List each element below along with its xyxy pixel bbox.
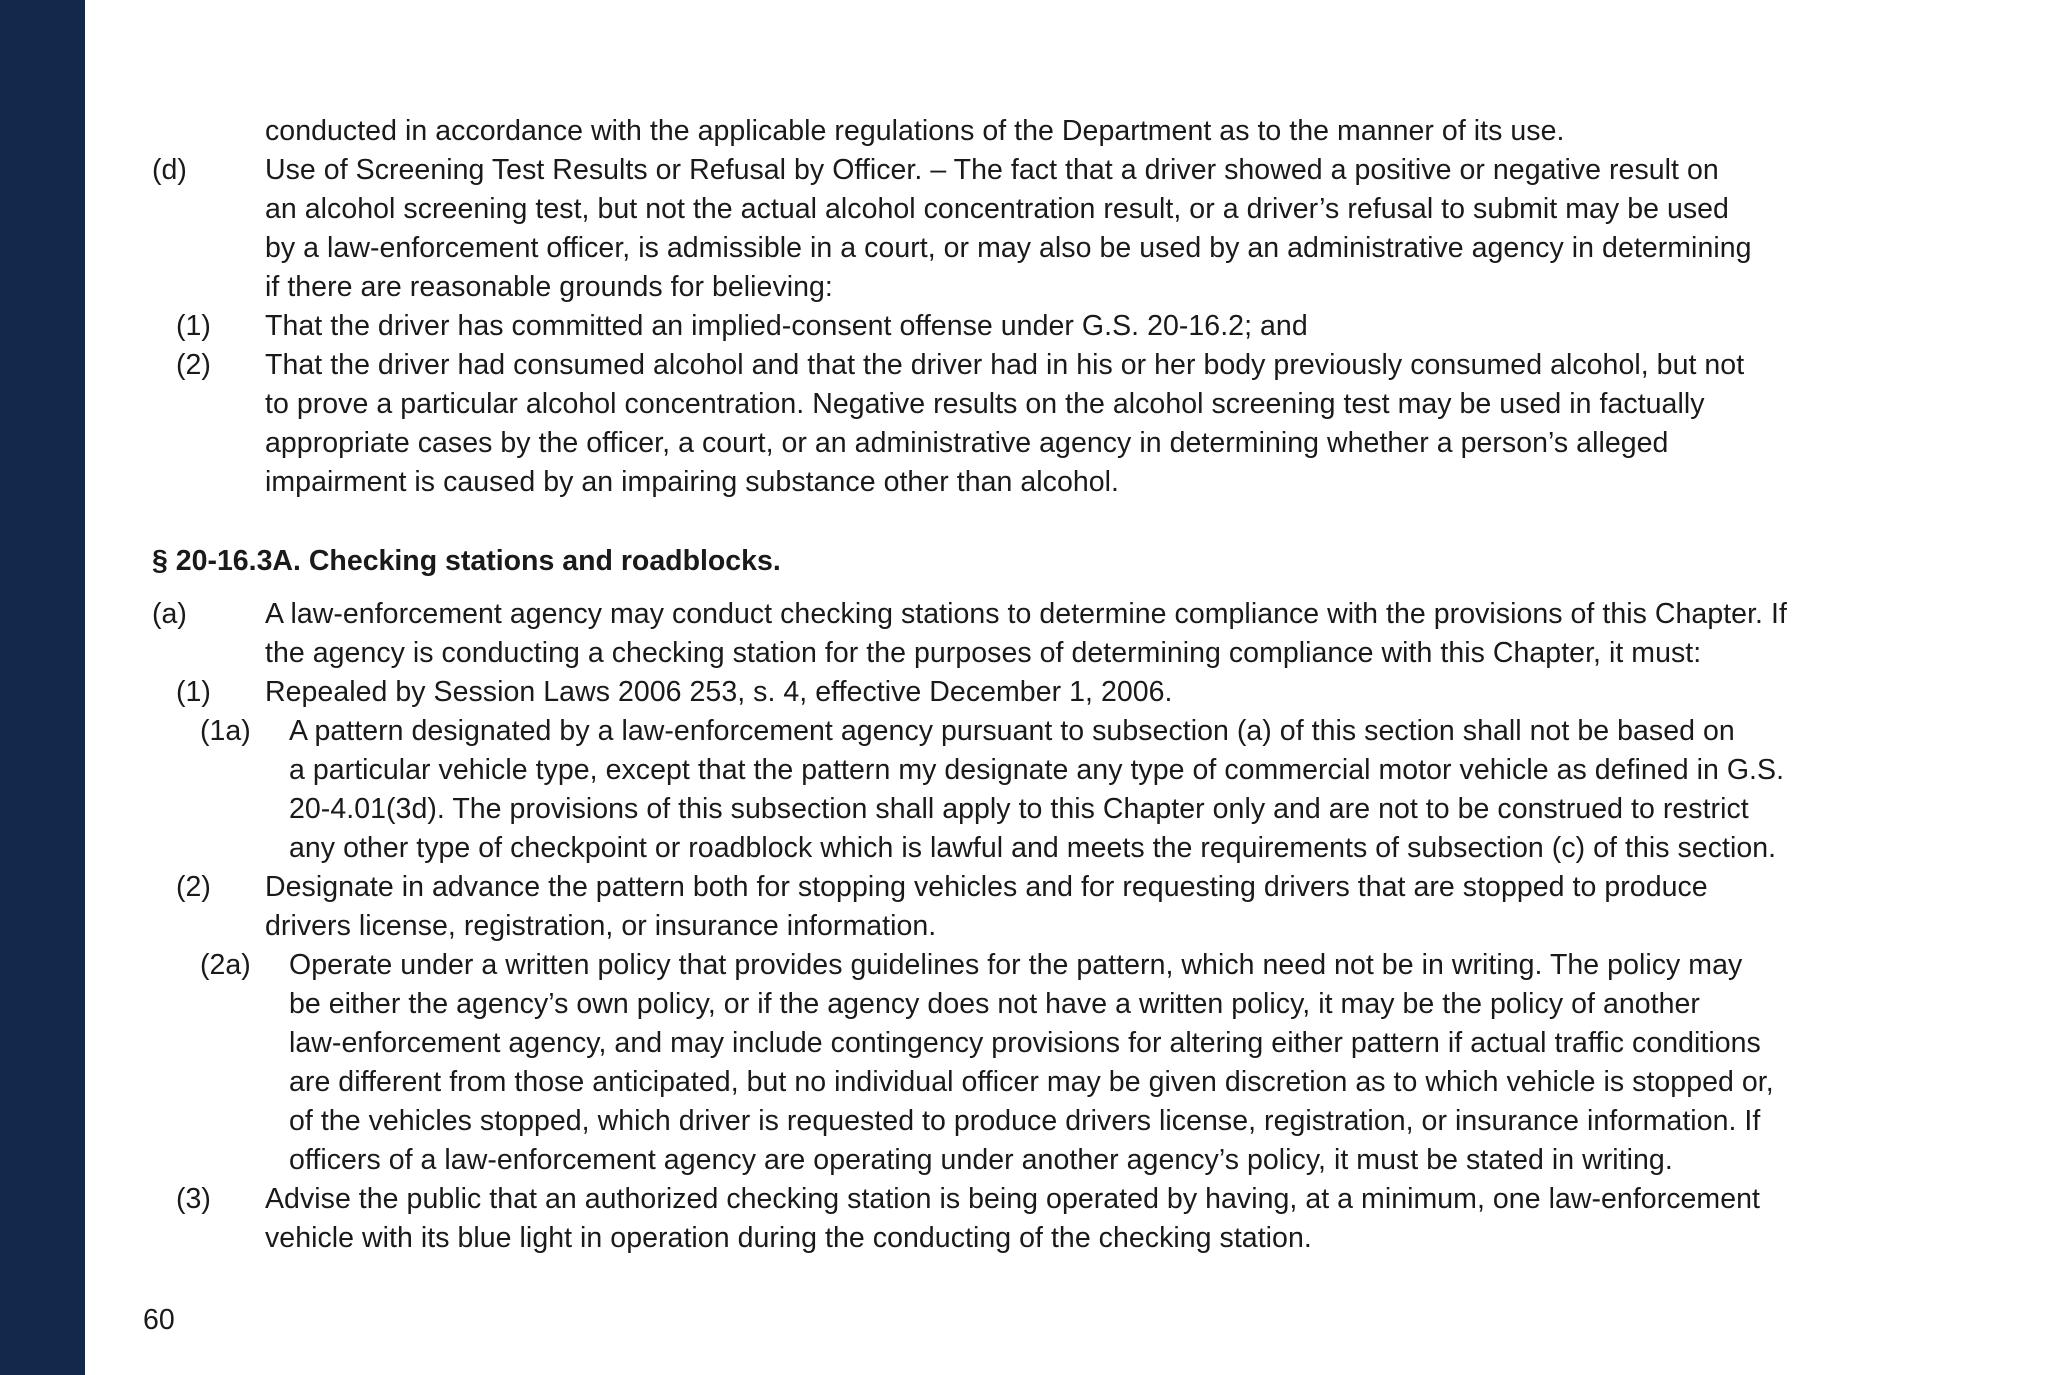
subsection-a-line: A law-enforcement agency may conduct checking stations to determine compliance with the provisions of this Chapter. If xyxy=(265,598,1787,630)
item-a1-line: Repealed by Session Laws 2006 253, s. 4, effective December 1, 2006. xyxy=(265,676,1173,708)
section-heading: § 20-16.3A. Checking stations and roadblocks. xyxy=(152,545,781,577)
subsection-a-line: the agency is conducting a checking station for the purposes of determining compliance with this Chapter, it must: xyxy=(265,637,1702,669)
item-d2-line: impairment is caused by an impairing substance other than alcohol. xyxy=(265,466,1120,498)
item-a3-line: vehicle with its blue light in operation during the conducting of the checking station. xyxy=(265,1222,1312,1254)
item-1a-label: (1a) xyxy=(200,715,251,747)
subsection-d-line: Use of Screening Test Results or Refusal by Officer. – The fact that a driver showed a positive or negative result on xyxy=(265,154,1719,186)
item-a2-line: drivers license, registration, or insurance information. xyxy=(265,910,937,942)
item-d2-label: (2) xyxy=(176,349,211,381)
page-number: 60 xyxy=(143,1304,175,1336)
item-d2-line: That the driver had consumed alcohol and that the driver had in his or her body previously consumed alcohol, but not xyxy=(265,349,1745,381)
item-2a-label: (2a) xyxy=(200,949,251,981)
item-1a-line: any other type of checkpoint or roadblock which is lawful and meets the requirements of subsection (c) of this section. xyxy=(289,832,1777,864)
item-a2-line: Designate in advance the pattern both for stopping vehicles and for requesting drivers that are stopped to produce xyxy=(265,871,1708,903)
item-d1-label: (1) xyxy=(176,310,211,342)
item-d1-line: That the driver has committed an implied-consent offense under G.S. 20-16.2; and xyxy=(265,310,1308,342)
item-a3-line: Advise the public that an authorized checking station is being operated by having, at a minimum, one law-enforcement xyxy=(265,1183,1760,1215)
subsection-d-line: an alcohol screening test, but not the actual alcohol concentration result, or a driver’s refusal to submit may be used xyxy=(265,193,1729,225)
item-2a-line: Operate under a written policy that provides guidelines for the pattern, which need not be in writing. The policy may xyxy=(289,949,1743,981)
item-1a-line: A pattern designated by a law-enforcement agency pursuant to subsection (a) of this section shall not be based on xyxy=(289,715,1735,747)
subsection-d-label: (d) xyxy=(152,154,187,186)
subsection-a-label: (a) xyxy=(152,598,187,630)
subsection-d-line: if there are reasonable grounds for believing: xyxy=(265,271,833,303)
item-2a-line: of the vehicles stopped, which driver is requested to produce drivers license, registration, or insurance information. If xyxy=(289,1105,1761,1137)
item-2a-line: officers of a law-enforcement agency are operating under another agency’s policy, it must be stated in writing. xyxy=(289,1144,1673,1176)
item-1a-line: a particular vehicle type, except that the pattern my designate any type of commercial motor vehicle as defined in G.S. xyxy=(289,754,1785,786)
item-2a-line: be either the agency’s own policy, or if the agency does not have a written policy, it may be the policy of another xyxy=(289,988,1700,1020)
subsection-d-line: by a law-enforcement officer, is admissible in a court, or may also be used by an administrative agency in determining xyxy=(265,232,1752,264)
item-2a-line: are different from those anticipated, but no individual officer may be given discretion as to which vehicle is stopped or, xyxy=(289,1066,1774,1098)
item-1a-line: 20-4.01(3d). The provisions of this subsection shall apply to this Chapter only and are not to be construed to restrict xyxy=(289,793,1749,825)
item-d2-line: to prove a particular alcohol concentration. Negative results on the alcohol screening test may be used in factually xyxy=(265,388,1705,420)
item-2a-line: law-enforcement agency, and may include contingency provisions for altering either pattern if actual traffic conditions xyxy=(289,1027,1761,1059)
item-a2-label: (2) xyxy=(176,871,211,903)
continuation-line: conducted in accordance with the applicable regulations of the Department as to the manner of its use. xyxy=(265,115,1565,147)
item-a1-label: (1) xyxy=(176,676,211,708)
item-a3-label: (3) xyxy=(176,1183,211,1215)
item-d2-line: appropriate cases by the officer, a court, or an administrative agency in determining whether a person’s alleged xyxy=(265,427,1669,459)
